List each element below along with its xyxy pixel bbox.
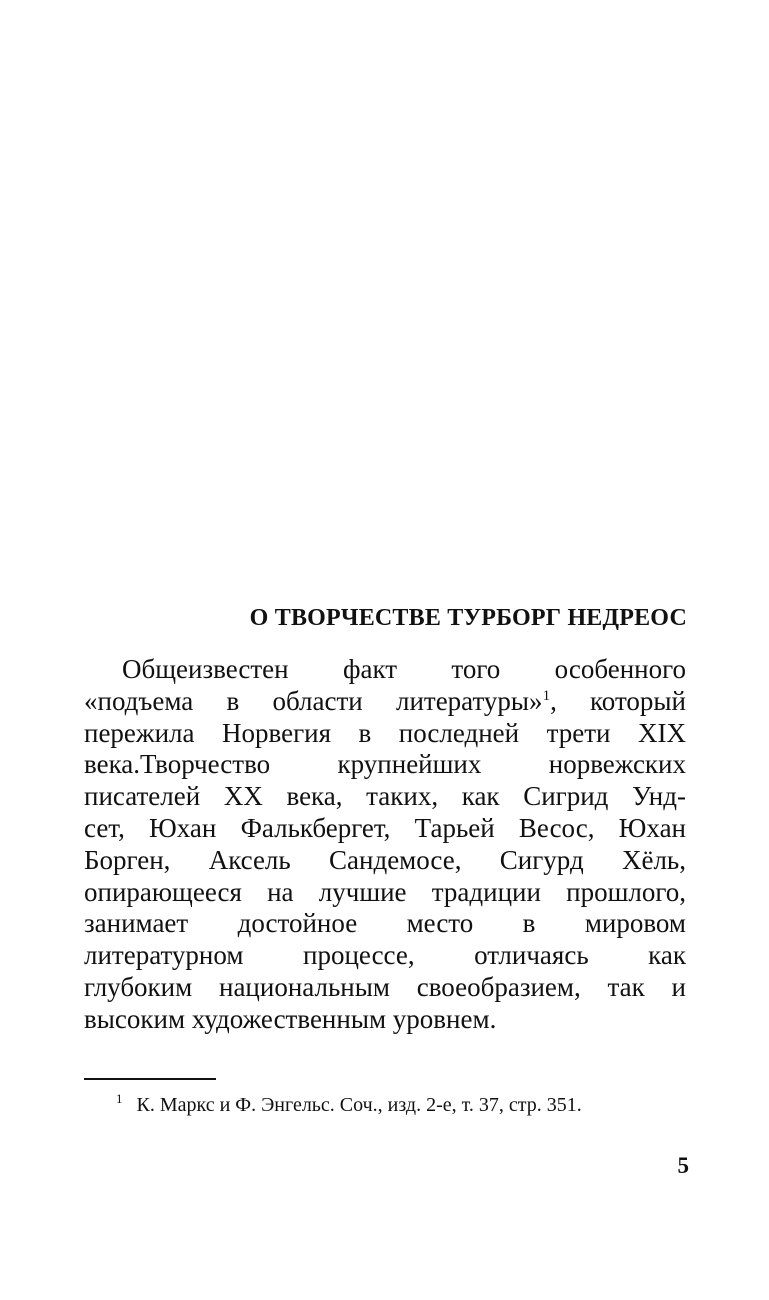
paragraph-line xyxy=(84,1004,686,1036)
paragraph-line xyxy=(84,972,686,1004)
paragraph-line xyxy=(84,654,686,686)
paragraph-line xyxy=(84,940,686,972)
paragraph-line xyxy=(84,749,686,781)
line-text: опирающееся на лучшие традиции прошлого, xyxy=(84,876,686,907)
line-text: высоким художественным уровнем. xyxy=(84,1003,497,1034)
line-text: глубоким национальным своеобразием, так и xyxy=(84,971,686,1002)
paragraph-line xyxy=(84,908,686,940)
paragraph-line xyxy=(84,813,686,845)
footnote-mark: 1 xyxy=(116,1091,123,1107)
footnote-reference: 1 xyxy=(542,687,551,704)
paragraph-line xyxy=(84,877,686,909)
line-text: Общеизвестен факт того особенного xyxy=(122,654,686,684)
main-paragraph xyxy=(84,654,686,1036)
line-text-continued: , который xyxy=(550,685,686,716)
line-text: литературном процессе, отличаясь как xyxy=(84,940,686,971)
paragraph-line xyxy=(84,718,686,750)
paragraph-line xyxy=(84,845,686,877)
line-text: писателей XX века, таких, как Сигрид Унд- xyxy=(84,781,686,812)
line-text: сет, Юхан Фалькбергет, Тарьей Весос, Юхан xyxy=(84,812,686,843)
line-text: века.Творчество крупнейших норвежских xyxy=(84,749,686,780)
line-text: Борген, Аксель Сандемосе, Сигурд Хёль, xyxy=(84,844,686,875)
footnote-divider xyxy=(84,1078,216,1080)
paragraph-line xyxy=(84,686,686,718)
line-text: пережила Норвегия в последней трети XIX xyxy=(84,717,686,748)
chapter-title: О ТВОРЧЕСТВЕ ТУРБОРГ НЕДРЕОС xyxy=(249,605,687,631)
footnote xyxy=(116,1091,582,1117)
footnote-text: К. Маркс и Ф. Энгельс. Соч., изд. 2-е, т. 37, стр. 351. xyxy=(136,1094,582,1116)
line-text: «подъема в области литературы» xyxy=(84,685,543,716)
paragraph-line xyxy=(84,781,686,813)
line-text: занимает достойное место в мировом xyxy=(84,908,686,939)
page-number: 5 xyxy=(677,1153,689,1178)
